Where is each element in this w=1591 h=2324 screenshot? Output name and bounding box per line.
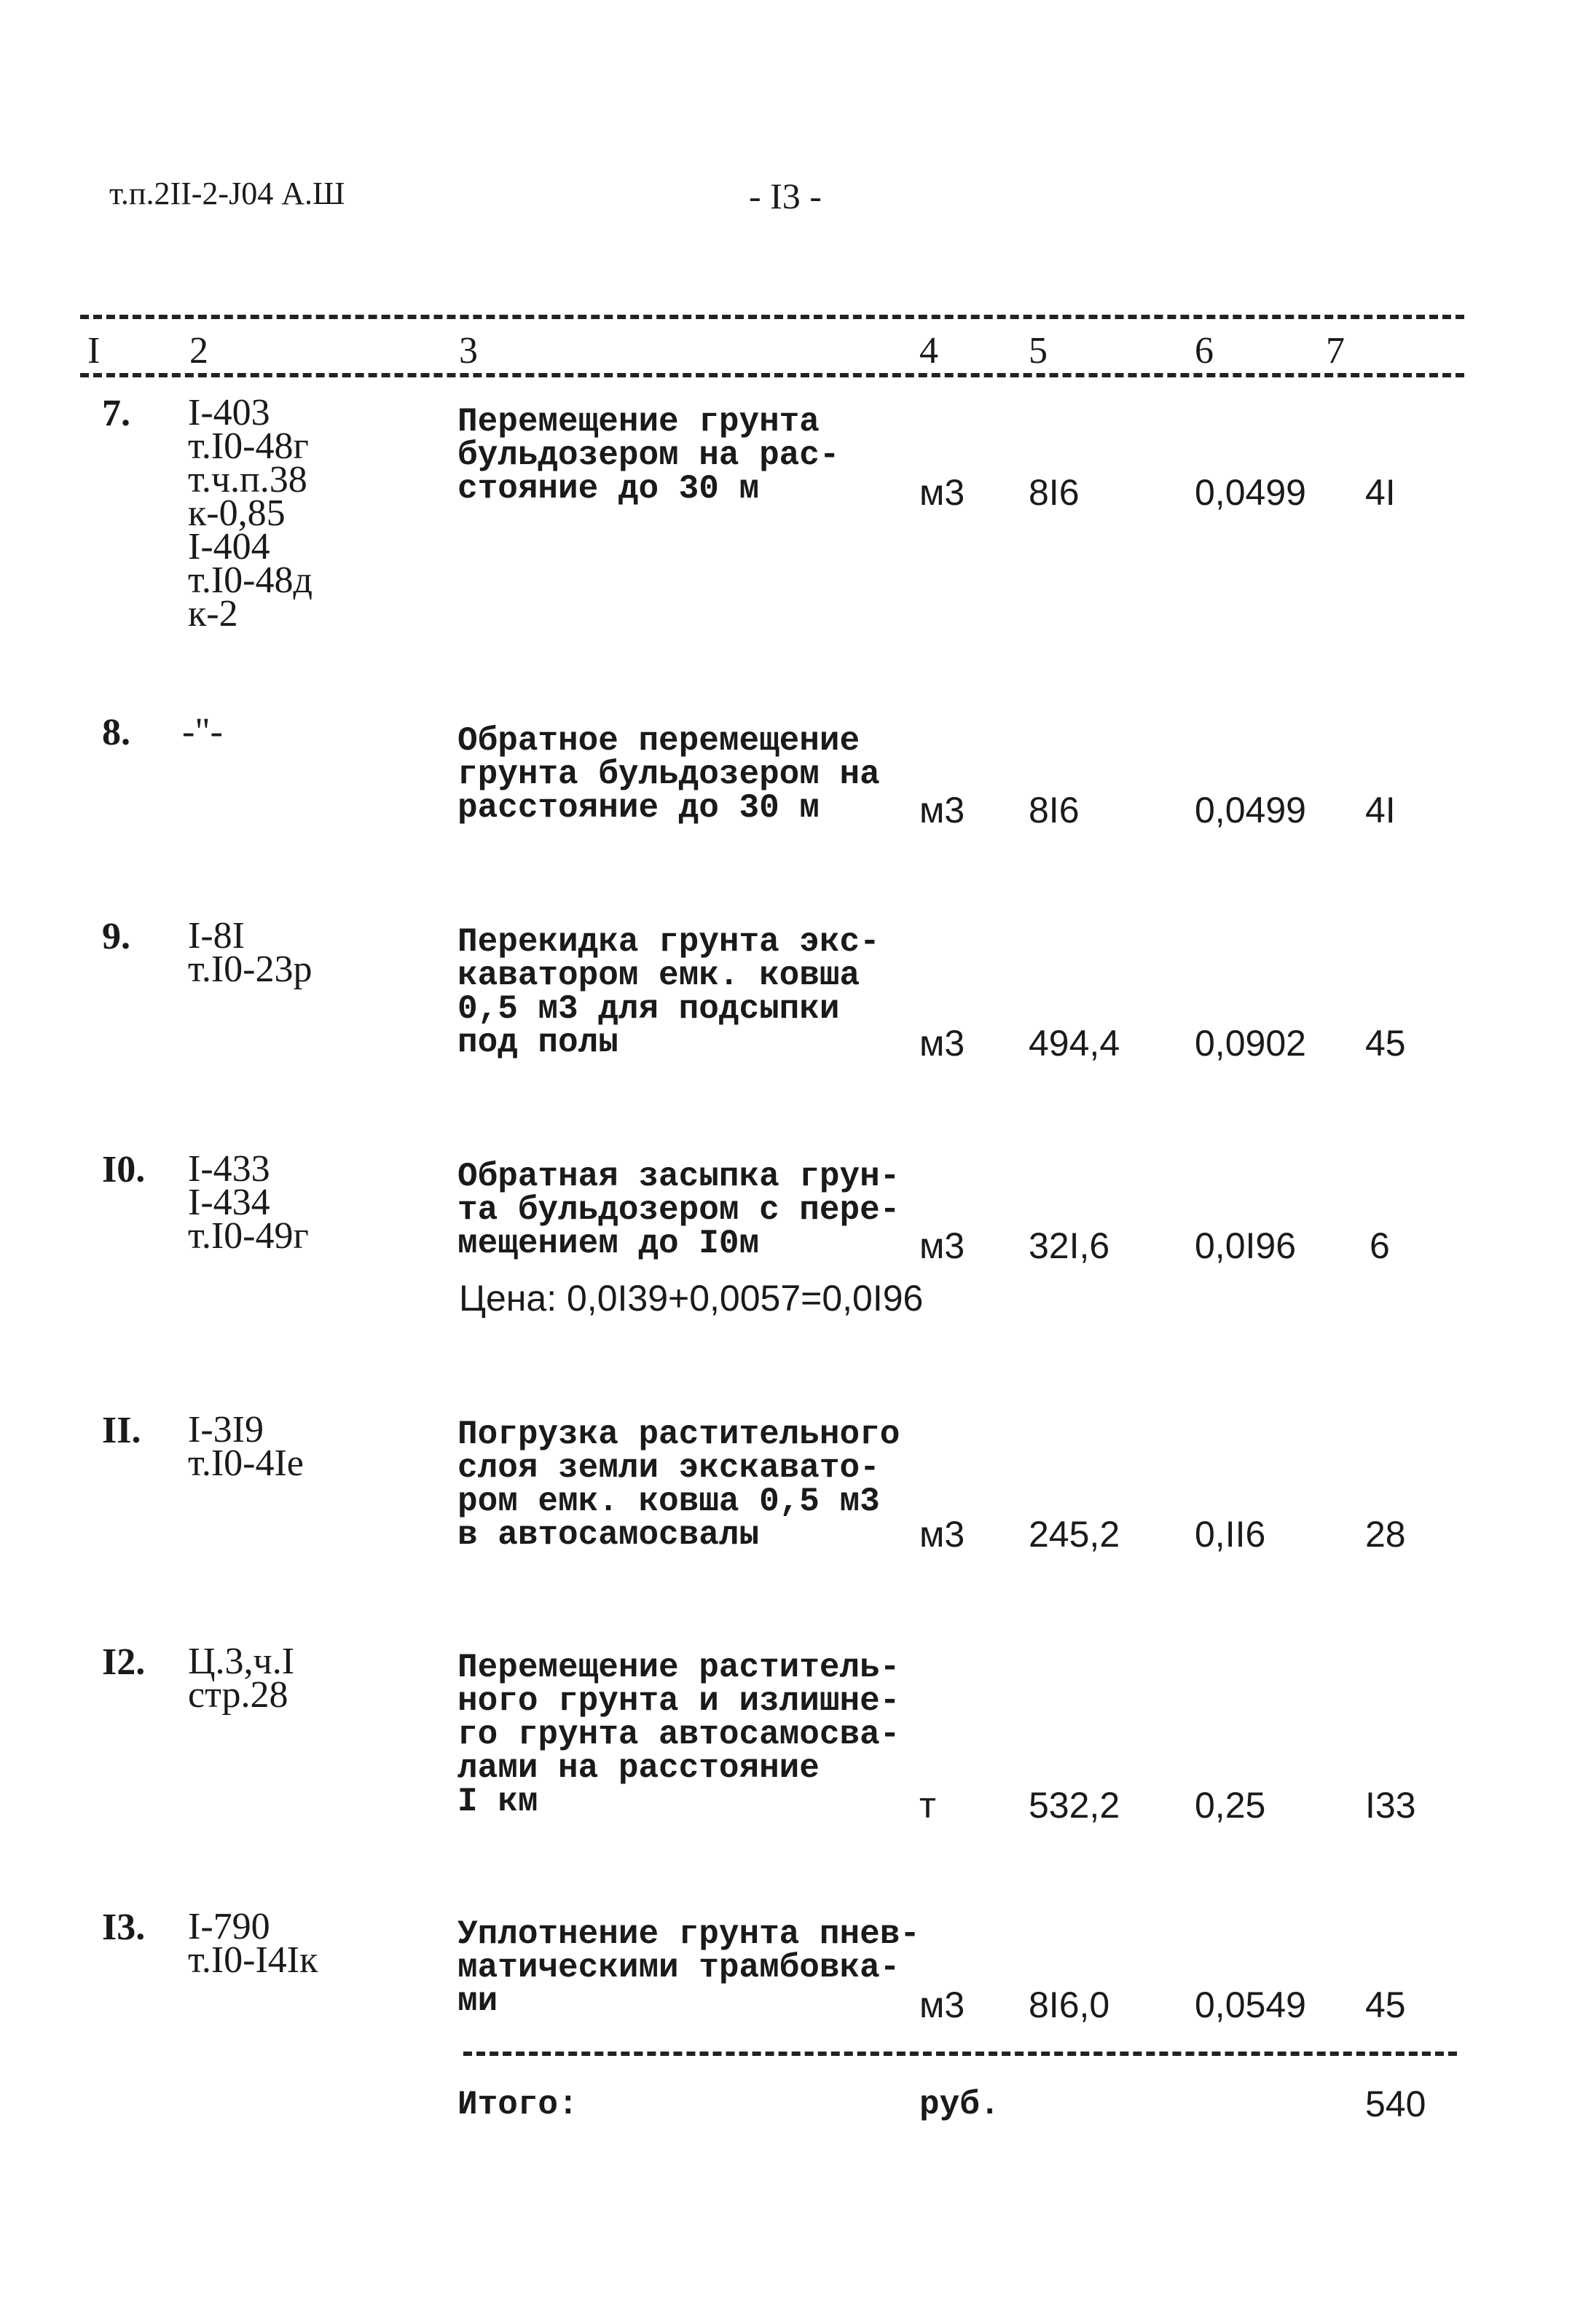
row-price: 0,0499 <box>1195 790 1306 831</box>
row-number: I0. <box>102 1149 146 1190</box>
row-unit: м3 <box>919 1985 965 2025</box>
row-total: 4I <box>1365 472 1396 513</box>
row-total: I33 <box>1365 1785 1416 1826</box>
row-unit: м3 <box>919 472 965 513</box>
row-qty: 8I6,0 <box>1029 1985 1110 2025</box>
row-number: I2. <box>102 1641 146 1683</box>
row-price: 0,0549 <box>1195 1985 1306 2025</box>
table-top-rule <box>80 315 1464 319</box>
row-ref: I-790 т.I0-I4Iк <box>188 1906 318 1981</box>
row-price: 0,0I96 <box>1195 1225 1297 1266</box>
row-qty: 32I,6 <box>1029 1225 1110 1266</box>
column-header-1: I <box>87 330 101 372</box>
row-desc: Уплотнение грунта пнев- матическими трамбовка- ми <box>457 1915 920 2020</box>
row-desc: Перемещение раститель- ного грунта и излишне- го грунта автосамосва- лами на расстояние I км <box>457 1649 900 1821</box>
row-unit: м3 <box>919 790 965 831</box>
column-header-6: 6 <box>1195 330 1214 372</box>
row-desc: Перекидка грунта экс- каватором емк. ковша 0,5 м3 для подсыпки под полы <box>457 923 880 1061</box>
row-number: 7. <box>102 393 130 434</box>
row-desc: Обратное перемещение грунта бульдозером на расстояние до 30 м <box>457 722 880 827</box>
row-qty: 532,2 <box>1029 1785 1120 1826</box>
page-number: - I3 - <box>749 176 822 216</box>
row-unit: м3 <box>919 1514 965 1555</box>
row-total: 45 <box>1365 1985 1406 2025</box>
price-note: Цена: 0,0I39+0,0057=0,0I96 <box>459 1278 924 1319</box>
row-ref: I-433 I-434 т.I0-49г <box>188 1148 309 1257</box>
total-label: Итого: <box>457 2086 578 2124</box>
row-ref: -"- <box>182 711 223 753</box>
row-total: 28 <box>1365 1514 1406 1555</box>
row-total: 45 <box>1365 1023 1406 1064</box>
grand-total: 540 <box>1365 2084 1426 2124</box>
row-unit: м3 <box>919 1023 965 1064</box>
row-number: II. <box>102 1410 141 1451</box>
row-price: 0,II6 <box>1195 1514 1266 1555</box>
row-price: 0,0902 <box>1195 1023 1306 1064</box>
column-header-3: 3 <box>459 330 478 372</box>
row-unit: т <box>919 1785 936 1826</box>
row-total: 6 <box>1370 1225 1390 1266</box>
document-code: т.п.2II-2-J04 А.Ш <box>109 176 345 211</box>
row-ref: I-8I т.I0-23р <box>188 915 313 990</box>
row-qty: 494,4 <box>1029 1023 1120 1064</box>
row-price: 0,0499 <box>1195 472 1306 513</box>
row-desc: Обратная засыпка грун- та бульдозером с пере- мещением до I0м <box>457 1158 900 1263</box>
row-ref: Ц.3,ч.I стр.28 <box>188 1641 295 1716</box>
row-desc: Погрузка растительного слоя земли экскавато- ром емк. ковша 0,5 м3 в автосамосвалы <box>457 1416 900 1554</box>
row-qty: 8I6 <box>1029 790 1080 831</box>
row-price: 0,25 <box>1195 1785 1266 1826</box>
row-unit: м3 <box>919 1225 965 1266</box>
row-total: 4I <box>1365 790 1396 831</box>
row-qty: 8I6 <box>1029 472 1080 513</box>
row-desc: Перемещение грунта бульдозером на рас- стояние до 30 м <box>457 403 840 508</box>
total-rule <box>463 2052 1457 2056</box>
column-header-5: 5 <box>1029 330 1048 372</box>
row-number: 8. <box>102 712 130 753</box>
column-header-4: 4 <box>919 330 938 372</box>
column-header-2: 2 <box>189 330 208 372</box>
column-header-7: 7 <box>1326 330 1345 372</box>
row-ref: I-403 т.I0-48г т.ч.п.38 к-0,85 I-404 т.I0-48д к-2 <box>188 392 313 635</box>
row-number: 9. <box>102 916 130 957</box>
row-qty: 245,2 <box>1029 1514 1120 1555</box>
total-unit: руб. <box>919 2086 1000 2124</box>
column-header-rule <box>80 373 1464 377</box>
row-ref: I-3I9 т.I0-4Iе <box>188 1409 304 1484</box>
row-number: I3. <box>102 1907 146 1948</box>
